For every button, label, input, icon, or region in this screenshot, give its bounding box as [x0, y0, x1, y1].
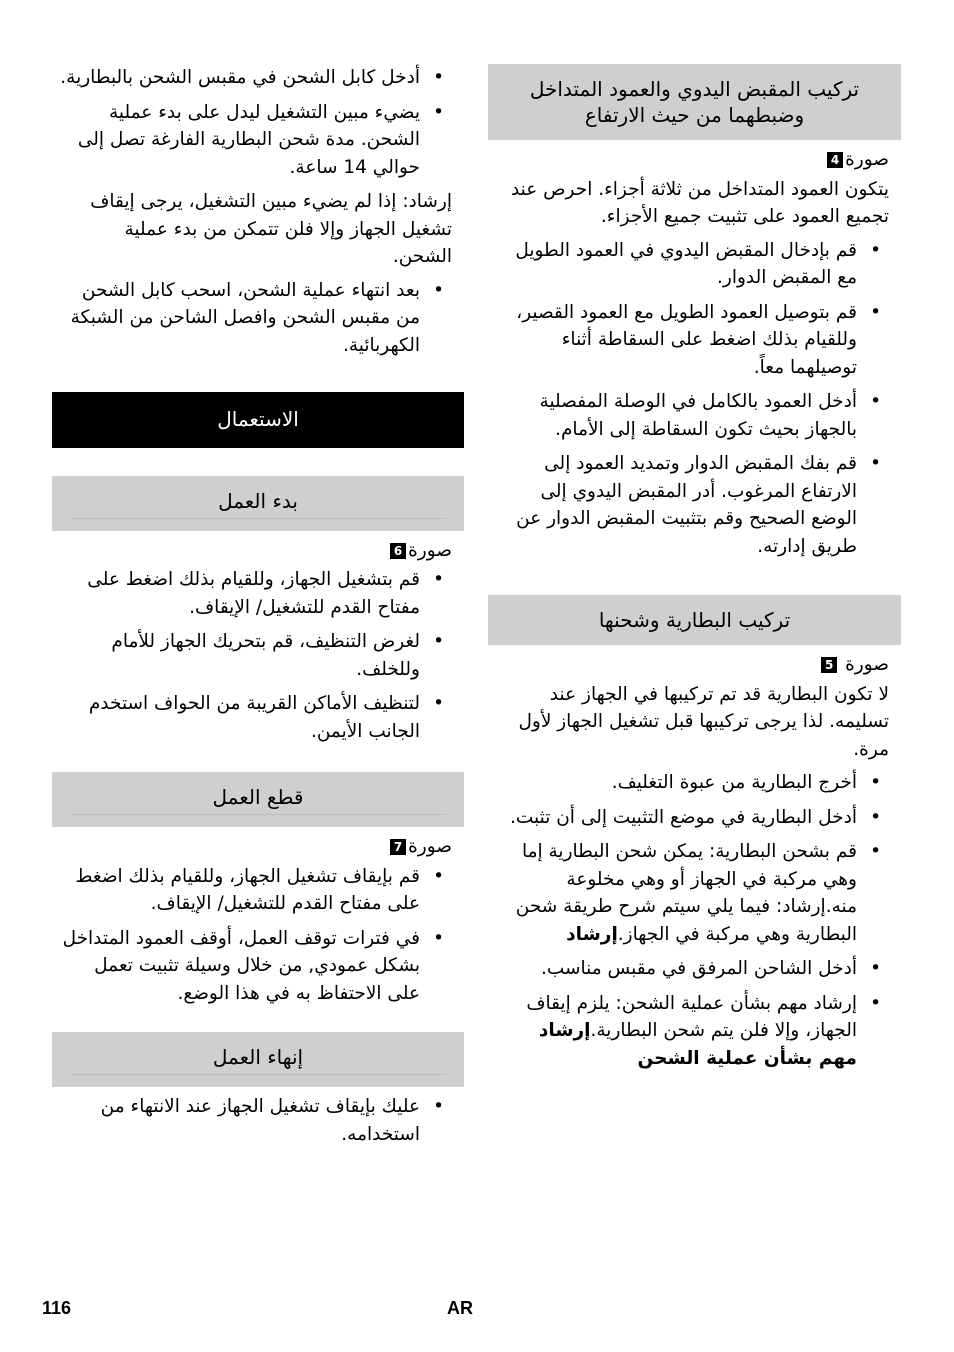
figure-number-badge: 7 — [390, 839, 406, 855]
list-item: • قم بتوصيل العمود الطويل مع العمود القصير، وللقيام بذلك اضغط على السقاطة أثناء توصيلهما معاً. — [488, 299, 901, 382]
bullet-list — [488, 769, 901, 1072]
figure-label: صورة — [408, 539, 452, 561]
section-heading-battery: تركيب البطارية وشحنها — [488, 595, 901, 645]
bullet-icon: • — [870, 239, 881, 261]
bullet-icon: • — [870, 841, 881, 862]
list-item: • لغرض التنظيف، قم بتحريك الجهاز للأمام وللخلف. — [52, 628, 464, 683]
bullet-list — [52, 863, 464, 1008]
bold-note: إرشاد مهم بشأن عملية الشحن — [538, 1020, 857, 1069]
figure-number-badge: 5 — [821, 657, 837, 673]
figure-reference — [488, 146, 901, 174]
heading-rule — [70, 518, 446, 519]
bullet-icon: • — [433, 569, 444, 590]
figure-reference — [52, 537, 464, 565]
bullet-icon: • — [870, 772, 881, 793]
list-item: • قم بتشغيل الجهاز، وللقيام بذلك اضغط على مفتاح القدم للتشغيل/ الإيقاف. — [52, 566, 464, 621]
list-item: • أدخل كابل الشحن في مقبس الشحن بالبطارية. — [52, 64, 464, 92]
list-item: • إرشاد مهم بشأن عملية الشحن: يلزم إيقاف الجهاز، وإلا فلن يتم شحن البطارية.إرشاد مهم بشأن عملية الشحن — [488, 990, 901, 1073]
bullet-list — [52, 277, 464, 360]
bullet-list — [52, 1093, 464, 1148]
bullet-icon: • — [433, 865, 444, 887]
bullet-icon: • — [870, 391, 881, 412]
figure-reference — [52, 833, 464, 861]
list-item: • أدخل الشاحن المرفق في مقبس مناسب. — [488, 955, 901, 983]
bullet-list — [52, 64, 464, 181]
figure-label: صورة — [408, 836, 452, 857]
section-heading-end: إنهاء العمل — [52, 1032, 464, 1087]
section-heading-start: بدء العمل — [52, 476, 464, 531]
bullet-icon: • — [433, 927, 444, 949]
bullet-icon: • — [870, 958, 881, 979]
bullet-icon: • — [433, 67, 444, 88]
bullet-list — [488, 237, 901, 561]
figure-label: صورة — [845, 149, 889, 170]
bullet-icon: • — [433, 631, 444, 652]
bullet-icon: • — [433, 279, 444, 301]
list-item: • قم بشحن البطارية: يمكن شحن البطارية إما وهي مركبة في الجهاز أو وهي مخلوعة منه.إرشاد: فيما يلي سيتم شرح طريقة شحن البطارية وهي مركبة في الجهاز.إرشاد — [488, 838, 901, 948]
list-item: • قم بإيقاف تشغيل الجهاز، وللقيام بذلك اضغط على مفتاح القدم للتشغيل/ الإيقاف. — [52, 863, 464, 918]
bullet-icon: • — [870, 992, 881, 1014]
figure-reference — [488, 651, 901, 679]
heading-rule — [70, 1074, 446, 1075]
section-heading-handle-assembly: تركيب المقبض اليدوي والعمود المتداخل وضبطهما من حيث الارتفاع — [488, 64, 901, 140]
note-keyword: إرشاد: — [402, 191, 452, 212]
bullet-icon: • — [433, 693, 444, 714]
left-column — [52, 64, 464, 1155]
bullet-icon: • — [870, 301, 881, 323]
figure-number-badge: 6 — [390, 543, 406, 559]
list-item: • أدخل البطارية في موضع التثبيت إلى أن تثبت. — [488, 804, 901, 832]
bullet-icon: • — [433, 1096, 444, 1117]
list-item: • لتنظيف الأماكن القريبة من الحواف استخدم الجانب الأيمن. — [52, 690, 464, 745]
list-item: • قم بفك المقبض الدوار وتمديد العمود إلى الارتفاع المرغوب. أدر المقبض اليدوي إلى الوضع الصحيح وقم بتثبيت المقبض الدوار عن طريق إدارته. — [488, 450, 901, 560]
section-heading-stop: قطع العمل — [52, 772, 464, 827]
note-paragraph: إرشاد: إذا لم يضيء مبين التشغيل، يرجى إيقاف تشغيل الجهاز وإلا فلن تتمكن من بدء عملية الشحن. — [90, 191, 452, 267]
list-item: • قم بإدخال المقبض اليدوي في العمود الطويل مع المقبض الدوار. — [488, 237, 901, 292]
bullet-icon: • — [870, 806, 881, 828]
list-item: • أخرج البطارية من عبوة التغليف. — [488, 769, 901, 797]
heading-rule — [70, 814, 446, 815]
language-code: AR — [447, 1298, 473, 1318]
list-item: • عليك بإيقاف تشغيل الجهاز عند الانتهاء من استخدامه. — [52, 1093, 464, 1148]
list-item: • في فترات توقف العمل، أوقف العمود المتداخل بشكل عمودي, من خلال وسيلة تثبيت تعمل على الاحتفاظ به في هذا الوضع. — [52, 925, 464, 1008]
figure-number-badge: 4 — [827, 152, 843, 168]
chapter-heading: الاستعمال — [52, 392, 464, 448]
bullet-list — [52, 566, 464, 745]
bullet-icon: • — [870, 453, 881, 474]
bullet-icon: • — [433, 101, 444, 123]
page-number: 116 — [42, 1298, 72, 1318]
list-item: • يضيء مبين التشغيل ليدل على بدء عملية الشحن. مدة شحن البطارية الفارغة تصل إلى حوالي 14 ساعة. — [52, 99, 464, 182]
intro-paragraph: لا تكون البطارية قد تم تركيبها في الجهاز عند تسليمه. لذا يرجى تركيبها قبل تشغيل الجهاز لأول مرة. — [518, 683, 889, 760]
bold-note: إرشاد — [566, 923, 618, 945]
list-item: • أدخل العمود بالكامل في الوصلة المفصلية بالجهاز بحيث تكون السقاطة إلى الأمام. — [488, 388, 901, 443]
intro-paragraph: يتكون العمود المتداخل من ثلاثة أجزاء. احرص عند تجميع العمود على تثبيت جميع الأجزاء. — [510, 178, 889, 227]
figure-label: صورة — [845, 654, 889, 675]
right-column — [488, 64, 901, 1079]
list-item: • بعد انتهاء عملية الشحن، اسحب كابل الشحن من مقبس الشحن وافصل الشاحن من الشبكة الكهربائية. — [52, 277, 464, 360]
